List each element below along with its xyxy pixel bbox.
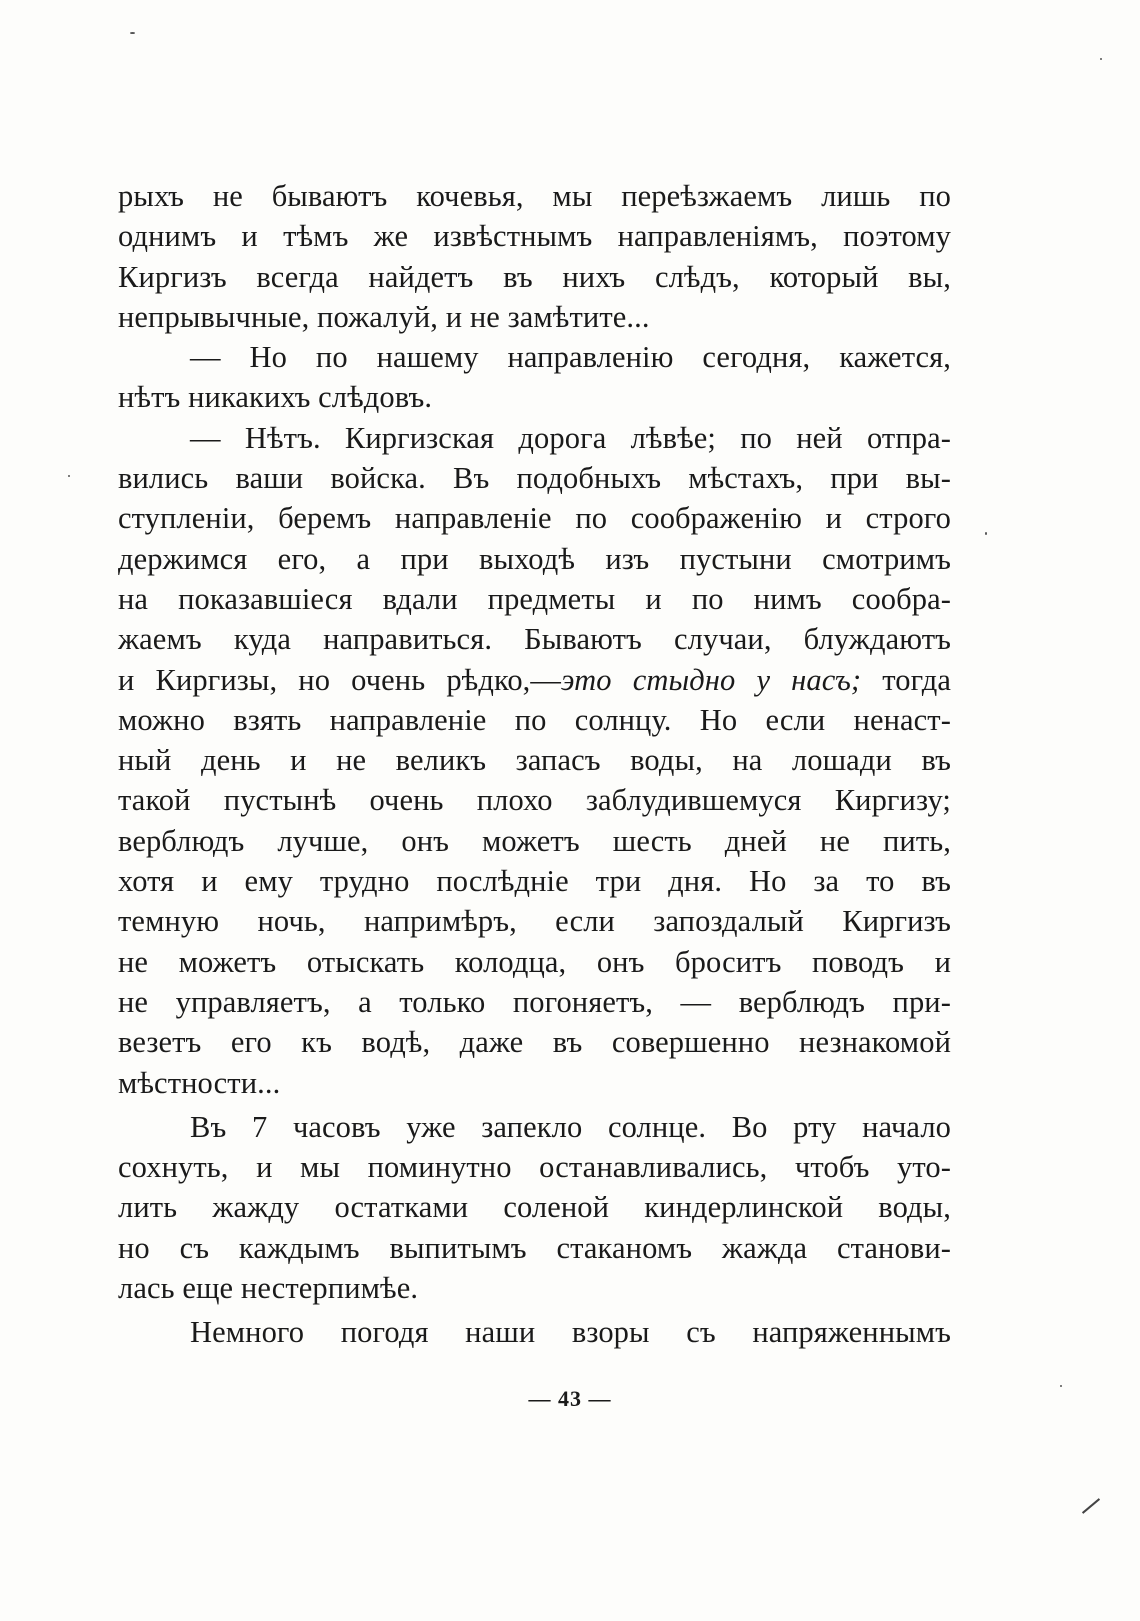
scan-speck (1100, 58, 1102, 60)
text-line: лась еще нестерпимѣе. (118, 1271, 419, 1306)
scan-speck (985, 532, 987, 535)
text-line: не управляетъ, а только погоняетъ, — верблюдъ при- (118, 984, 951, 1019)
text-line: темную ночь, напримѣръ, если запоздалый Киргизъ (118, 904, 951, 939)
text-line: мѣстности... (118, 1065, 281, 1100)
text-line: лить жажду остатками соленой киндерлинской воды, (118, 1190, 951, 1225)
text-line: ступленіи, беремъ направленіе по соображенію и строго (118, 501, 951, 536)
scan-speck (1060, 1385, 1062, 1387)
text-segment: тогда (861, 662, 951, 697)
text-line: — Но по нашему направленію сегодня, кажется, (190, 340, 951, 375)
text-line: ный день и не великъ запасъ воды, на лошади въ (118, 743, 951, 778)
text-line-mixed (118, 660, 951, 700)
page-number: — 43 — (528, 1386, 612, 1411)
scan-speck (130, 32, 135, 34)
text-line: везетъ его къ водѣ, даже въ совершенно незнакомой (118, 1025, 951, 1060)
text-line: вились ваши войска. Въ подобныхъ мѣстахъ, при вы- (118, 461, 951, 496)
text-segment: и Киргизы, но очень рѣдко,— (118, 662, 562, 697)
text-line: не можетъ отыскать колодца, онъ броситъ поводъ и (118, 944, 951, 979)
text-line: рыхъ не бываютъ кочевья, мы переѣзжаемъ лишь по (118, 179, 951, 213)
scan-speck (68, 475, 70, 477)
text-line: такой пустынѣ очень плохо заблудившемуся Киргизу; (118, 783, 951, 818)
scan-scratch (1082, 1498, 1100, 1514)
text-line: верблюдъ лучше, онъ можетъ шесть дней не пить, (118, 823, 951, 858)
text-line: нѣтъ никакихъ слѣдовъ. (118, 380, 433, 415)
text-line: однимъ и тѣмъ же извѣстнымъ направленіямъ, поэтому (118, 219, 951, 254)
text-line: сохнуть, и мы поминутно останавливались, чтобъ уто- (118, 1150, 951, 1185)
text-line: но съ каждымъ выпитымъ стаканомъ жажда станови- (118, 1230, 951, 1265)
text-line: держимся его, а при выходѣ изъ пустыни смотримъ (118, 541, 951, 576)
text-line: Немного погодя наши взоры съ напряженнымъ (190, 1315, 951, 1350)
text-line: непрывычные, пожалуй, и не замѣтите... (118, 299, 650, 334)
text-line: хотя и ему трудно послѣдніе три дня. Но за то въ (118, 864, 951, 899)
body-text (118, 176, 951, 1353)
text-line: — Нѣтъ. Киргизская дорога лѣвѣе; по ней отпра- (190, 420, 951, 455)
text-line: можно взять направленіе по солнцу. Но если ненаст- (118, 702, 951, 737)
text-line: жаемъ куда направиться. Бываютъ случаи, блуждаютъ (118, 622, 951, 657)
text-line: Въ 7 часовъ уже запекло солнце. Во рту начало (190, 1109, 951, 1144)
text-line: Киргизъ всегда найдетъ въ нихъ слѣдъ, который вы, (118, 259, 951, 294)
text-line: на показавшіеся вдали предметы и по нимъ сообра- (118, 581, 951, 616)
italic-phrase: это стыдно у насъ; (561, 662, 862, 697)
